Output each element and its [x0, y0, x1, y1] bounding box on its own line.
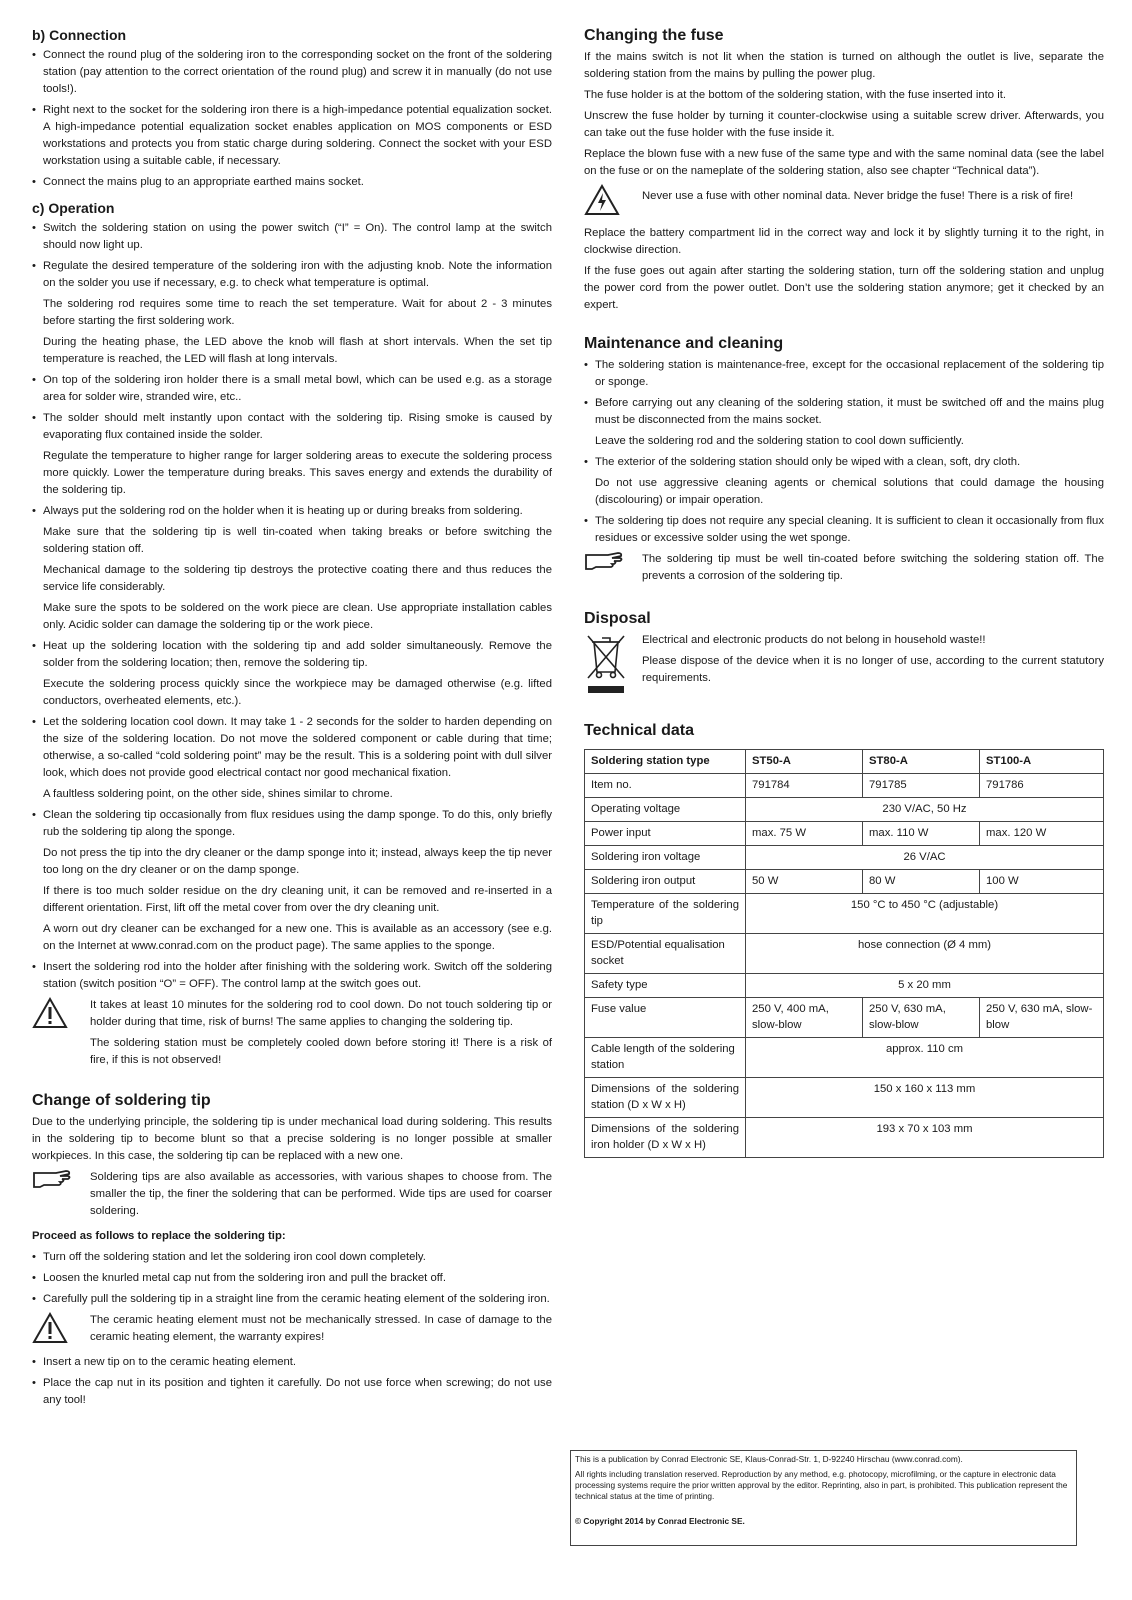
table-cell: hose connection (Ø 4 mm)	[746, 934, 1104, 974]
technical-data-table	[584, 749, 1104, 1158]
table-cell: 193 x 70 x 103 mm	[746, 1118, 1104, 1158]
hand-pointer-icon	[584, 551, 642, 576]
table-cell: ST80-A	[863, 750, 980, 774]
list-item: • The exterior of the soldering station should only be wiped with a clean, soft, dry cloth.	[584, 454, 1104, 471]
table-cell: 150 °C to 450 °C (adjustable)	[746, 894, 1104, 934]
list-item: • The solder should melt instantly upon contact with the soldering tip. Rising smoke is caused by evaporating flux contained inside the solder.	[32, 410, 552, 444]
disposal-text: Please dispose of the device when it is no longer of use, according to the current statutory requirements.	[642, 655, 1104, 684]
table-cell: Soldering iron voltage	[585, 846, 746, 870]
table-cell: ST50-A	[746, 750, 863, 774]
list-item: • The soldering tip does not require any special cleaning. It is sufficient to clean it occasionally from flux residues or excessive solder using the wet sponge.	[584, 513, 1104, 547]
info-text: Soldering tips are also available as accessories, with various shapes to choose from. The smaller the tip, the finer the soldering that can be performed. Wide tips are used for coarser soldering.	[90, 1171, 552, 1217]
table-row	[585, 846, 1104, 870]
paragraph: The fuse holder is at the bottom of the soldering station, with the fuse inserted into it.	[584, 89, 1006, 101]
paragraph: During the heating phase, the LED above the knob will flash at short intervals. When the set tip temperature is reached, the LED will flash at long intervals.	[43, 336, 552, 365]
table-cell: Soldering iron output	[585, 870, 746, 894]
connection-list	[32, 47, 552, 191]
table-cell: Temperature of the soldering tip	[585, 894, 746, 934]
table-cell: max. 110 W	[863, 822, 980, 846]
table-row	[585, 822, 1104, 846]
operation-list	[32, 714, 552, 782]
table-row	[585, 974, 1104, 998]
operation-list	[32, 638, 552, 672]
table-row	[585, 870, 1104, 894]
table-cell: approx. 110 cm	[746, 1038, 1104, 1078]
table-cell: 791784	[746, 774, 863, 798]
paragraph: If the mains switch is not lit when the station is turned on although the outlet is live, separate the soldering station from the mains by pulling the power plug.	[584, 51, 1104, 80]
table-cell: 80 W	[863, 870, 980, 894]
maintenance-list	[584, 357, 1104, 429]
paragraph: Execute the soldering process quickly since the workpiece may be damaged otherwise (e.g. lifted conductors, overheated elements, etc.).	[43, 678, 552, 707]
warning-text: The ceramic heating element must not be mechanically stressed. In case of damage to the ceramic heating element, the warranty expires!	[90, 1314, 552, 1343]
electric-hazard-icon	[584, 184, 642, 221]
tip-steps-list	[32, 1354, 552, 1409]
list-item: • Place the cap nut in its position and tighten it carefully. Do not use force when screwing; do not use any tool!	[32, 1375, 552, 1409]
list-item: • Switch the soldering station on using the power switch (“I” = On). The control lamp at the switch should now light up.	[32, 220, 552, 254]
paragraph: Make sure that the soldering tip is well tin-coated when taking breaks or before switching the soldering station off.	[43, 526, 552, 555]
warning-text: Never use a fuse with other nominal data. Never bridge the fuse! There is a risk of fire!	[642, 190, 1074, 202]
list-item: • Loosen the knurled metal cap nut from the soldering iron and pull the bracket off.	[32, 1270, 552, 1287]
footer-publisher: This is a publication by Conrad Electronic SE, Klaus-Conrad-Str. 1, D-92240 Hirschau (www.conrad.com).	[575, 1454, 963, 1464]
list-item: • Connect the round plug of the soldering iron to the corresponding socket on the front of the soldering station (pay attention to the correct orientation of the round plug) and screw it in manually (do not use tools!).	[32, 47, 552, 98]
table-cell: 250 V, 630 mA, slow-blow	[863, 998, 980, 1038]
table-cell: Dimensions of the soldering iron holder (D x W x H)	[585, 1118, 746, 1158]
operation-list	[32, 372, 552, 444]
right-column	[584, 26, 1104, 1158]
table-row	[585, 1078, 1104, 1118]
table-cell: 250 V, 400 mA, slow-blow	[746, 998, 863, 1038]
list-item: • Before carrying out any cleaning of the soldering station, it must be switched off and the mains plug must be disconnected from the mains socket.	[584, 395, 1104, 429]
table-header-row	[585, 750, 1104, 774]
paragraph: Do not press the tip into the dry cleaner or the damp sponge into it; instead, always keep the tip never too long on the dry cleaner or on the damp sponge.	[43, 847, 552, 876]
paragraph: Due to the underlying principle, the soldering tip is under mechanical load during soldering. This results in the soldering tip to become blunt so that a precise soldering is no longer possible at smaller workpieces. In this case, the soldering tip can be replaced with a new one.	[32, 1116, 552, 1162]
info-text: The soldering tip must be well tin-coated before switching the soldering station off. The prevents a corrosion of the soldering tip.	[642, 553, 1104, 582]
table-cell: 230 V/AC, 50 Hz	[746, 798, 1104, 822]
table-cell: 50 W	[746, 870, 863, 894]
paragraph: Leave the soldering rod and the soldering station to cool down sufficiently.	[595, 435, 964, 447]
paragraph: A faultless soldering point, on the other side, shines similar to chrome.	[43, 788, 393, 800]
paragraph: The soldering rod requires some time to reach the set temperature. Wait for about 2 - 3 minutes before starting the first soldering work.	[43, 298, 552, 327]
fuse-heading: Changing the fuse	[584, 27, 724, 44]
table-cell: 791786	[980, 774, 1104, 798]
table-cell: 100 W	[980, 870, 1104, 894]
paragraph: Do not use aggressive cleaning agents or chemical solutions that could damage the housing (discolouring) or impair operation.	[595, 477, 1104, 506]
table-cell: Soldering station type	[585, 750, 746, 774]
table-cell: ESD/Potential equalisation socket	[585, 934, 746, 974]
operation-list	[32, 807, 552, 841]
paragraph: Make sure the spots to be soldered on the work piece are clean. Use appropriate installation cables only. Acidic solder can damage the soldering tip or the work piece.	[43, 602, 552, 631]
info-note	[584, 551, 1104, 589]
technical-data-heading: Technical data	[584, 722, 694, 739]
operation-heading: c) Operation	[32, 200, 115, 216]
publication-footer	[570, 1450, 1077, 1546]
table-cell: 150 x 160 x 113 mm	[746, 1078, 1104, 1118]
table-row	[585, 1038, 1104, 1078]
weee-bin-icon	[584, 632, 642, 699]
table-cell: ST100-A	[980, 750, 1104, 774]
list-item: • Turn off the soldering station and let the soldering iron cool down completely.	[32, 1249, 552, 1266]
table-row	[585, 774, 1104, 798]
table-row	[585, 998, 1104, 1038]
warning-note	[32, 997, 552, 1073]
warning-text: It takes at least 10 minutes for the soldering rod to cool down. Do not touch soldering tip or holder during that time, risk of burns! The same applies to changing the soldering tip.	[90, 999, 552, 1028]
list-item: • Carefully pull the soldering tip in a straight line from the ceramic heating element of the soldering iron.	[32, 1291, 552, 1308]
paragraph: Replace the battery compartment lid in the correct way and lock it by slightly turning it to the right, in clockwise direction.	[584, 227, 1104, 256]
table-cell: Fuse value	[585, 998, 746, 1038]
list-item: • Heat up the soldering location with the soldering tip and add solder simultaneously. Remove the solder from the soldering location; then, remove the soldering tip.	[32, 638, 552, 672]
maintenance-list	[584, 513, 1104, 547]
warning-note	[584, 184, 1104, 221]
table-cell: Dimensions of the soldering station (D x W x H)	[585, 1078, 746, 1118]
warning-icon	[32, 997, 90, 1034]
table-cell: Cable length of the soldering station	[585, 1038, 746, 1078]
warning-text: The soldering station must be completely cooled down before storing it! There is a risk of fire, if this is not observed!	[90, 1037, 552, 1066]
hand-pointer-icon	[32, 1169, 90, 1194]
operation-list	[32, 220, 552, 292]
left-column	[32, 26, 552, 1413]
warning-note	[32, 1312, 552, 1350]
maintenance-list	[584, 454, 1104, 471]
list-item: • Clean the soldering tip occasionally from flux residues using the damp sponge. To do this, only briefly rub the soldering tip along the sponge.	[32, 807, 552, 841]
list-item: • Insert the soldering rod into the holder after finishing with the soldering work. Switch off the soldering station (switch position “O” = OFF). The control lamp at the switch goes out.	[32, 959, 552, 993]
table-row	[585, 894, 1104, 934]
paragraph: Regulate the temperature to higher range for larger soldering areas to execute the soldering process more quickly. Lower the temperature during breaks. This saves energy and extends the durability of the soldering tip.	[43, 450, 552, 496]
disposal-note	[584, 632, 1104, 699]
table-cell: max. 120 W	[980, 822, 1104, 846]
table-row	[585, 798, 1104, 822]
paragraph: If there is too much solder residue on the dry cleaning unit, it can be removed and re-inserted in a different orientation. First, lift off the metal cover from over the dry cleaning unit.	[43, 885, 552, 914]
footer-copyright: © Copyright 2014 by Conrad Electronic SE.	[575, 1516, 745, 1526]
table-cell: 791785	[863, 774, 980, 798]
table-cell: Operating voltage	[585, 798, 746, 822]
list-item: • Connect the mains plug to an appropriate earthed mains socket.	[32, 174, 552, 191]
tip-steps-list	[32, 1249, 552, 1308]
paragraph: Replace the blown fuse with a new fuse of the same type and with the same nominal data (see the label on the fuse or on the nameplate of the soldering station, also see chapter “Technical data”).	[584, 148, 1104, 177]
list-item: • Regulate the desired temperature of the soldering iron with the adjusting knob. Note the information on the solder you use if necessary, e.g. to check what temperature is optimal.	[32, 258, 552, 292]
table-cell: Power input	[585, 822, 746, 846]
info-note	[32, 1169, 552, 1224]
table-cell: 250 V, 630 mA, slow-blow	[980, 998, 1104, 1038]
proceed-label: Proceed as follows to replace the soldering tip:	[32, 1230, 286, 1242]
maintenance-heading: Maintenance and cleaning	[584, 335, 784, 352]
table-cell: Safety type	[585, 974, 746, 998]
list-item: • Insert a new tip on to the ceramic heating element.	[32, 1354, 552, 1371]
table-cell: 5 x 20 mm	[746, 974, 1104, 998]
paragraph: If the fuse goes out again after starting the soldering station, turn off the soldering station and unplug the power cord from the power outlet. Don’t use the soldering station anymore; get it checked by an expert.	[584, 265, 1104, 311]
operation-list	[32, 959, 552, 993]
table-row	[585, 1118, 1104, 1158]
table-row	[585, 934, 1104, 974]
disposal-text: Electrical and electronic products do not belong in household waste!!	[642, 634, 986, 646]
table-cell: max. 75 W	[746, 822, 863, 846]
list-item: • Always put the soldering rod on the holder when it is heating up or during breaks from soldering.	[32, 503, 552, 520]
warning-icon	[32, 1312, 90, 1349]
paragraph: Mechanical damage to the soldering tip destroys the protective coating there and thus reduces the service life considerably.	[43, 564, 552, 593]
list-item: • Let the soldering location cool down. It may take 1 - 2 seconds for the solder to harden depending on the size of the soldering location. Do not move the soldered component or cable during that time; otherwise, a so-called “cold soldering point” may be the result. This is a soldering point with dull silver look, which does not provide good electrical contact nor good mechanical fixation.	[32, 714, 552, 782]
table-cell: 26 V/AC	[746, 846, 1104, 870]
paragraph: Unscrew the fuse holder by turning it counter-clockwise using a suitable screw driver. Afterwards, you can take out the fuse holder with the fuse inside it.	[584, 110, 1104, 139]
tip-heading: Change of soldering tip	[32, 1092, 211, 1109]
disposal-heading: Disposal	[584, 610, 651, 627]
paragraph: A worn out dry cleaner can be exchanged for a new one. This is available as an accessory (see e.g. on the Internet at www.conrad.com on the product page). The same applies to the sponge.	[43, 923, 552, 952]
list-item: • On top of the soldering iron holder there is a small metal bowl, which can be used e.g. as a storage area for solder wire, stranded wire, etc..	[32, 372, 552, 406]
operation-list	[32, 503, 552, 520]
connection-heading: b) Connection	[32, 27, 127, 43]
list-item: • Right next to the socket for the soldering iron there is a high-impedance potential equalization socket. A high-impedance potential equalization socket enables application on MOS components or ESD workstations and protects you from static charge during soldering. Connect the socket with your ESD workstation using a suitable cable, if necessary.	[32, 102, 552, 170]
footer-rights: All rights including translation reserved. Reproduction by any method, e.g. photocopy, microfilming, or the capture in electronic data processing systems require the prior written approval by the editor. Reprinting, also in part, is prohibited. This publication represent the technical status at the time of printing.	[575, 1469, 1068, 1501]
list-item: • The soldering station is maintenance-free, except for the occasional replacement of the soldering tip or sponge.	[584, 357, 1104, 391]
table-cell: Item no.	[585, 774, 746, 798]
